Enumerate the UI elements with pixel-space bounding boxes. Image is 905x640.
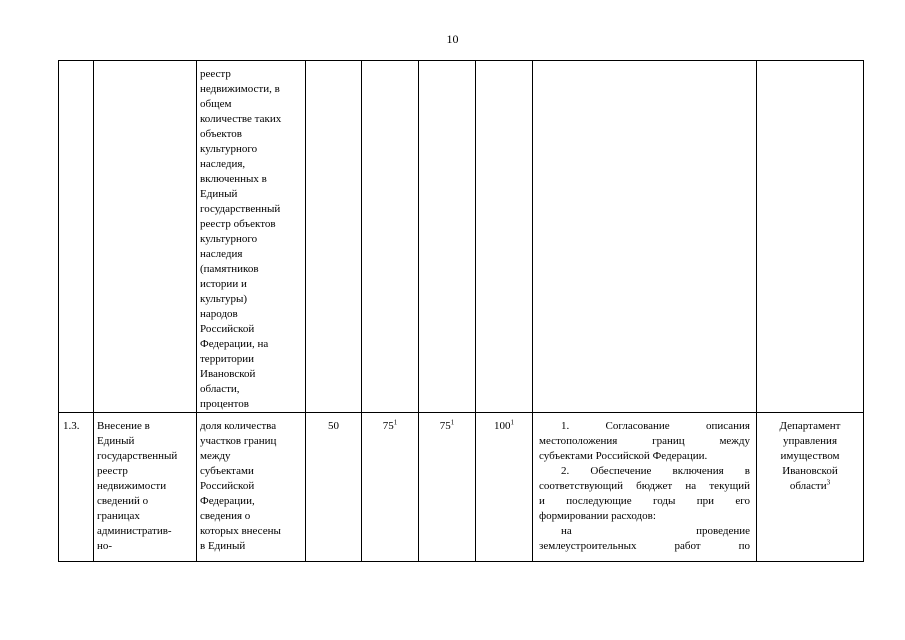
footnote-mark: 1 xyxy=(450,418,455,427)
cell-value-4 xyxy=(476,61,533,413)
footnote-mark: 1 xyxy=(393,418,398,427)
value-3 xyxy=(419,413,476,562)
table-row-1-3 xyxy=(59,413,864,562)
value-4 xyxy=(476,413,533,562)
cell-value-3 xyxy=(419,61,476,413)
value-2 xyxy=(362,413,419,562)
page-number: 10 xyxy=(446,32,459,46)
footnote-mark: 3 xyxy=(826,478,831,487)
measures-line: и последующие годы при его xyxy=(539,495,750,507)
footnote-mark: 1 xyxy=(510,418,514,427)
value-1 xyxy=(306,413,362,562)
value-4-text: 100 xyxy=(494,420,511,432)
measures-line: на проведение xyxy=(561,525,750,537)
cell-measures xyxy=(533,61,757,413)
program-table xyxy=(58,60,864,562)
value-1-text: 50 xyxy=(328,420,339,432)
measures-line: формировании расходов: xyxy=(539,510,656,522)
cell-number xyxy=(59,61,94,413)
measures-line: соответствующий бюджет на текущий xyxy=(539,480,750,492)
responsible-name: Департамент управления имуществом Ивановской области xyxy=(779,420,841,492)
cell-value-2 xyxy=(362,61,419,413)
cell-task xyxy=(94,61,197,413)
row-number: 1.3. xyxy=(59,413,94,562)
cell-value-1 xyxy=(306,61,362,413)
responsible-text xyxy=(757,413,864,562)
measures-line: 1. Согласование описания xyxy=(561,420,750,432)
task-text: Внесение в Единый государственный реестр недвижимости сведений о границах административ- но- xyxy=(94,413,197,562)
measures-text xyxy=(533,413,757,562)
indicator-text: доля количества участков границ между субъектами Российской Федерации, сведения о которых внесены в Единый xyxy=(197,413,306,562)
measures-line: землеустроительных работ по xyxy=(539,540,750,552)
cell-indicator: реестр недвижимости, в общем количестве таких объектов культурного наследия, включенных в Единый государственный реестр объектов культурного наследия (памятников истории и культуры) народов Российской Федерации, на территории Ивановской области, процентов xyxy=(197,61,306,413)
value-2-text: 75 xyxy=(382,420,394,432)
measures-line: субъектами Российской Федерации. xyxy=(539,450,708,462)
measures-line: 2. Обеспечение включения в xyxy=(561,465,750,477)
table-row-continued xyxy=(59,61,864,413)
cell-responsible xyxy=(757,61,864,413)
measures-line: местоположения границ между xyxy=(539,435,750,447)
value-3-text: 75 xyxy=(439,420,451,432)
